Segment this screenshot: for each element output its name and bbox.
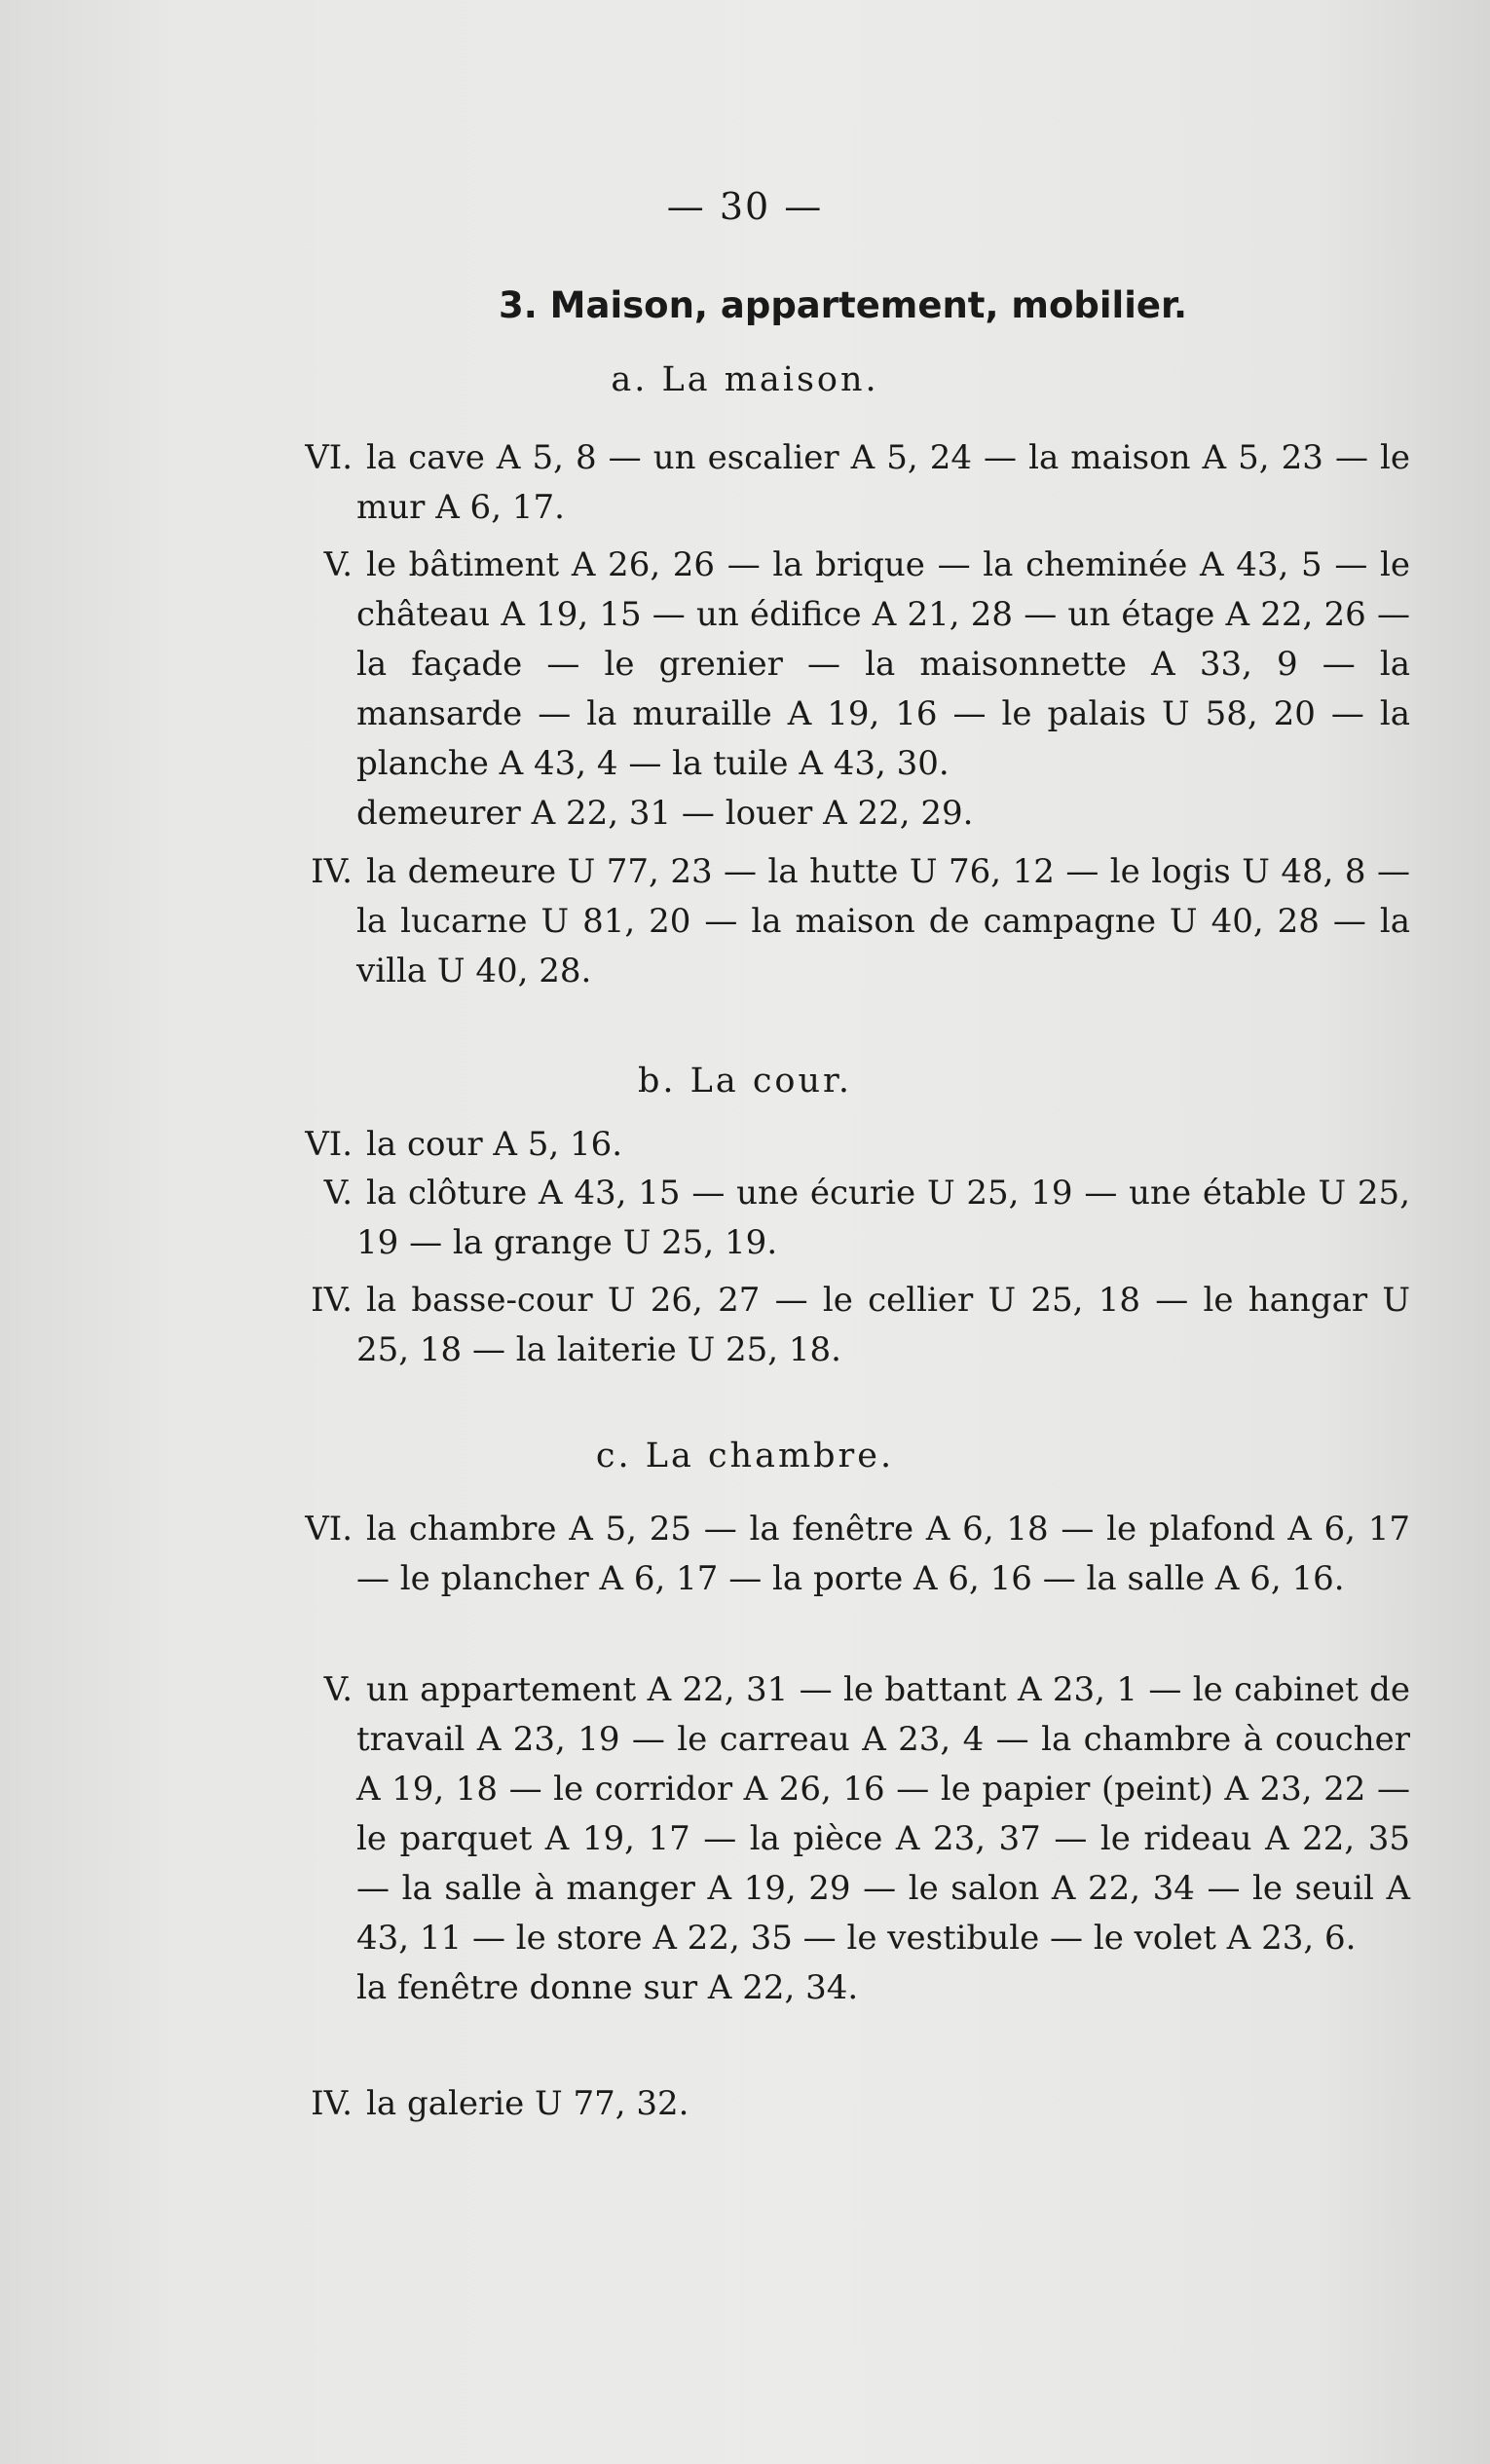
level-label: IV. <box>311 2084 353 2123</box>
subsection-heading: c. La chambre. <box>595 1437 895 1475</box>
entry-text: la basse-cour U 26, 27 — le cellier U 25, 18 — le hangar U 25, 18 — la laiterie U 25, 18. <box>356 1281 1410 1369</box>
vocabulary-entry <box>273 1665 1410 2013</box>
subsection-heading: b. La cour. <box>637 1062 853 1101</box>
entry-text: un appartement A 22, 31 — le battant A 23, 1 — le cabinet de travail A 23, 19 — le carreau A 23, 4 — la chambre à coucher A 19, 18 — le corridor A 26, 16 — le papier (peint) A 23, 22 — le parquet A 19, 17 — la pièce A 23, 37 — le rideau A 22, 35 — la salle à manger A 19, 29 — le salon A 22, 34 — le seuil A 43, 11 — le store A 22, 35 — le vestibule — le volet A 23, 6. <box>356 1670 1410 1958</box>
entry-text: la chambre A 5, 25 — la fenêtre A 6, 18 — le plafond A 6, 17 — le plancher A 6, 17 — la porte A 6, 16 — la salle A 6, 16. <box>356 1510 1410 1598</box>
level-label: IV. <box>311 1281 353 1320</box>
vocabulary-entry <box>273 1169 1410 1268</box>
entry-text: la cave A 5, 8 — un escalier A 5, 24 — la maison A 5, 23 — le mur A 6, 17. <box>356 438 1410 527</box>
level-label: V. <box>323 545 353 584</box>
entry-text: la demeure U 77, 23 — la hutte U 76, 12 — le logis U 48, 8 — la lucarne U 81, 20 — la maison de campagne U 40, 28 — la villa U 40, 28. <box>356 852 1410 990</box>
vocabulary-entry <box>273 847 1410 996</box>
entry-extra: demeurer A 22, 31 — louer A 22, 29. <box>356 794 974 833</box>
vocabulary-entry <box>273 1505 1410 1604</box>
entry-text: la galerie U 77, 32. <box>366 2084 689 2123</box>
vocabulary-entry <box>273 2079 1410 2129</box>
entry-extra: la fenêtre donne sur A 22, 34. <box>356 1968 859 2007</box>
vocabulary-entry <box>273 1120 1410 1170</box>
level-label: VI. <box>305 1125 353 1164</box>
section-title: 3. Maison, appartement, mobilier. <box>499 284 1188 326</box>
vocabulary-entry <box>273 433 1410 533</box>
entry-text: la clôture A 43, 15 — une écurie U 25, 19 — une étable U 25, 19 — la grange U 25, 19. <box>356 1174 1410 1262</box>
level-label: VI. <box>305 438 353 477</box>
entry-text: le bâtiment A 26, 26 — la brique — la cheminée A 43, 5 — le château A 19, 15 — un édifice A 21, 28 — un étage A 22, 26 — la façade — le grenier — la maisonnette A 33, 9 — la mansarde — la muraille A 19, 16 — le palais U 58, 20 — la planche A 43, 4 — la tuile A 43, 30. <box>356 545 1410 783</box>
page-number: — 30 — <box>666 185 824 228</box>
subsection-heading: a. La maison. <box>611 360 879 399</box>
entry-text: la cour A 5, 16. <box>366 1125 623 1164</box>
vocabulary-entry <box>273 541 1410 839</box>
level-label: V. <box>323 1670 353 1709</box>
level-label: V. <box>323 1174 353 1213</box>
vocabulary-entry <box>273 1276 1410 1375</box>
level-label: IV. <box>311 852 353 891</box>
level-label: VI. <box>305 1510 353 1549</box>
